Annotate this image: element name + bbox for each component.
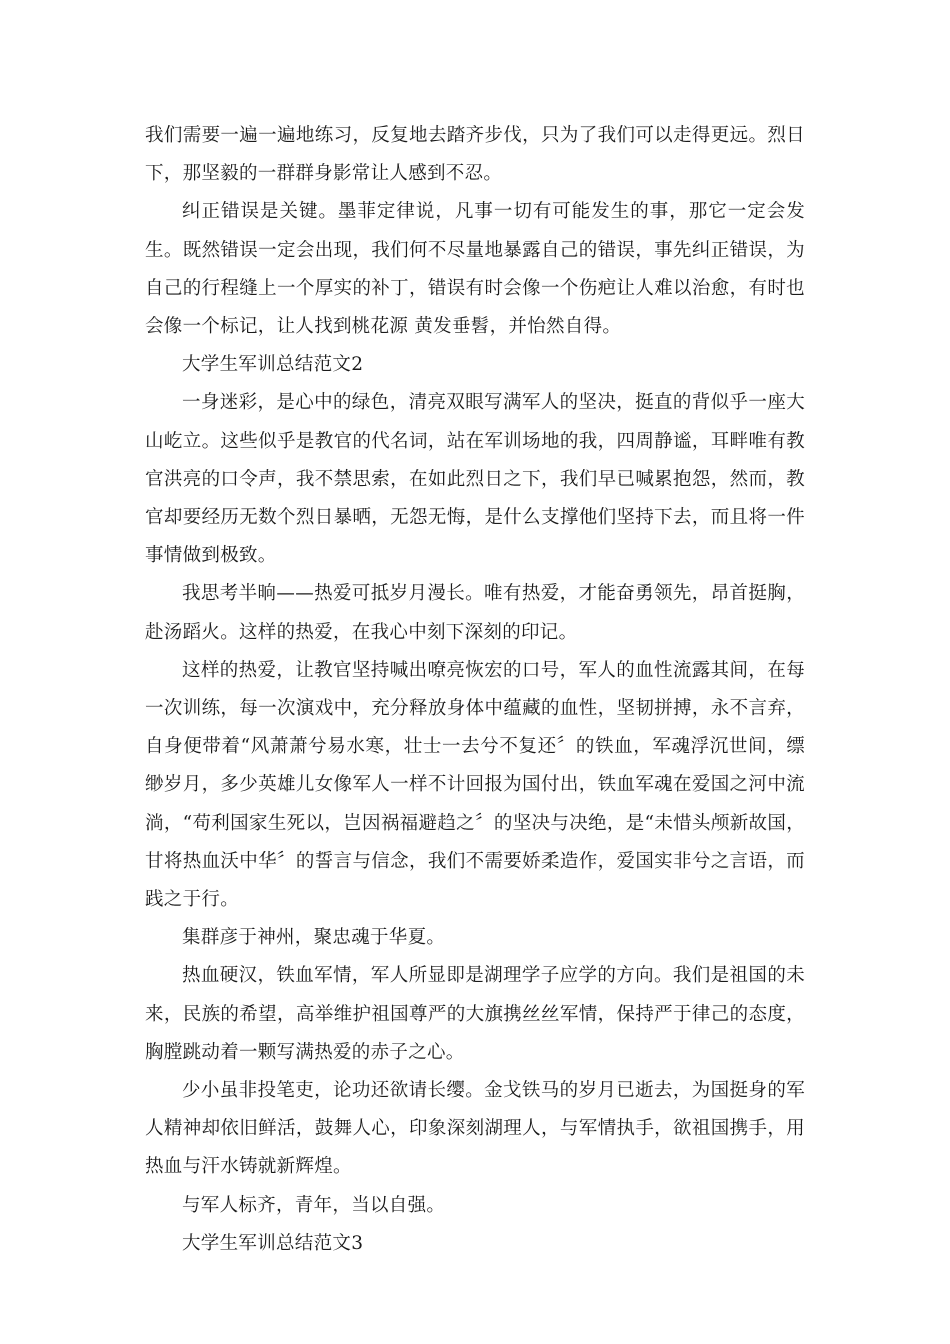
paragraph-military-spirit: 这样的热爱，让教官坚持喊出嘹亮恢宏的口号，军人的血性流露其间，在每一次训练，每一次演戏中，充分释放身体中蕴藏的血性，坚韧拼搏，永不言弃，自身便带着“风萧萧兮易水寒，壮士一去兮不复还〞的铁血，军魂浮沉世间，缥缈岁月，多少英雄儿女像军人一样不计回报为国付出，铁血军魂在爱国之河中流淌，“苟利国家生死以，岂因祸福避趋之〞的坚决与决绝，是“未惜头颅新故国，甘将热血沃中华〞的誓言与信念，我们不需要娇柔造作，爱国实非兮之言语，而践之于行。 — [145, 659, 805, 911]
paragraph-hot-blood: 热血硬汉，铁血军情，军人所显即是湖理学子应学的方向。我们是祖国的未来，民族的希望，高举维护祖国尊严的大旗携丝丝军情，保持严于律己的态度，胸膛跳动着一颗写满热爱的赤子之心。 — [145, 965, 805, 1063]
document-body — [145, 117, 805, 1263]
section-heading-3: 大学生军训总结范文3 — [182, 1232, 364, 1254]
paragraph-continued: 我们需要一遍一遍地练习，反复地去踏齐步伐，只为了我们可以走得更远。烈日下，那坚毅的一群群身影常让人感到不忍。 — [145, 125, 805, 185]
paragraph-love-endures: 我思考半晌——热爱可抵岁月漫长。唯有热爱，才能奋勇领先，昂首挺胸，赴汤蹈火。这样的热爱，在我心中刻下深刻的印记。 — [145, 583, 805, 643]
paragraph-young-ambition: 少小虽非投笔吏，论功还欲请长缨。金戈铁马的岁月已逝去，为国挺身的军人精神却依旧鲜活，鼓舞人心，印象深刻湖理人，与军情执手，欲祖国携手，用热血与汗水铸就新辉煌。 — [145, 1080, 805, 1178]
paragraph-gather-heroes: 集群彦于神州，聚忠魂于华夏。 — [182, 927, 446, 949]
paragraph-error-correction: 纠正错误是关键。墨菲定律说，凡事一切有可能发生的事，那它一定会发生。既然错误一定会出现，我们何不尽量地暴露自己的错误，事先纠正错误，为自己的行程缝上一个厚实的补丁，错误有时会像一个伤疤让人难以治愈，有时也会像一个标记，让人找到桃花源 黄发垂髫，并怡然自得。 — [145, 201, 805, 338]
paragraph-camouflage: 一身迷彩，是心中的绿色，清亮双眼写满军人的坚决，挺直的背似乎一座大山屹立。这些似乎是教官的代名词，站在军训场地的我，四周静谧，耳畔唯有教官洪亮的口令声，我不禁思索，在如此烈日之下，我们早已喊累抱怨，然而，教官却要经历无数个烈日暴晒，无怨无悔，是什么支撑他们坚持下去，而且将一件事情做到极致。 — [145, 392, 805, 567]
paragraph-self-strength: 与军人标齐，青年，当以自强。 — [182, 1194, 446, 1216]
section-heading-2: 大学生军训总结范文2 — [182, 354, 364, 376]
